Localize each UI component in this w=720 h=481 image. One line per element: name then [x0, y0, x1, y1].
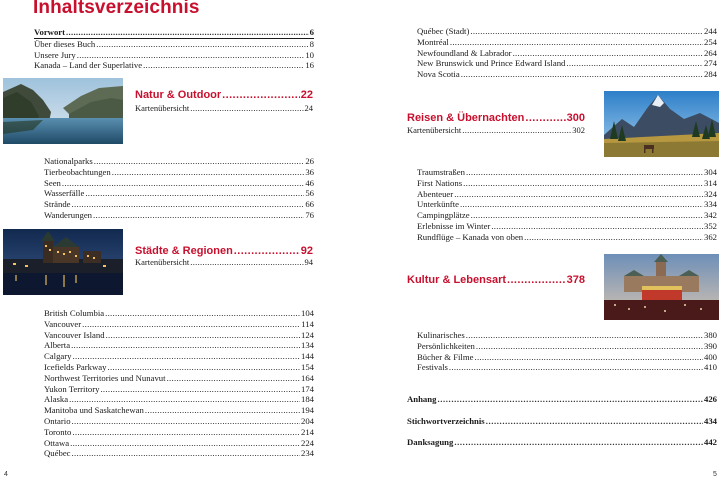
parliament-concert-photo: [604, 254, 719, 320]
toc-entry-page: 36: [305, 166, 314, 177]
toc-entry-label: Persönlichkeiten: [417, 340, 475, 351]
toc-entry-label: Newfoundland & Labrador: [417, 47, 512, 58]
toc-entry-label: Danksagung: [407, 437, 454, 447]
toc-entry-label: Alaska: [44, 394, 69, 405]
toc-entry-label: Strände: [44, 199, 71, 210]
toc-entry-page: 214: [300, 426, 314, 437]
toc-entry-label: First Nations: [417, 177, 463, 188]
rocky-mountain-photo: [604, 91, 719, 157]
toc-entry[interactable]: [417, 210, 717, 221]
chapter-title: Kultur & Lebensart: [407, 274, 507, 286]
toc-entry-label: Wasserfälle: [44, 188, 85, 199]
toc-entry-label: British Columbia: [44, 308, 105, 318]
chapter-title: Natur & Outdoor: [135, 89, 222, 101]
chapter-heading-natur[interactable]: [135, 89, 313, 101]
toc-entry[interactable]: [417, 362, 717, 373]
sub-page: 302: [572, 125, 585, 135]
chapter-title: Städte & Regionen: [135, 245, 233, 257]
toc-entry-page: 324: [703, 188, 717, 199]
toc-entry-page: 426: [703, 394, 717, 404]
toc-entry-page: 264: [703, 47, 717, 58]
toc-entry[interactable]: [417, 352, 717, 363]
toc-entry[interactable]: [44, 330, 314, 341]
toc-entry-label: Tierbeobachtungen: [44, 166, 111, 177]
toc-entry[interactable]: [44, 405, 314, 416]
chapter-title: Reisen & Übernachten: [407, 112, 525, 124]
toc-entry-page: 194: [300, 405, 314, 416]
toc-entry-stichwortverzeichnis[interactable]: [407, 411, 717, 433]
toc-staedte-list: [44, 308, 314, 459]
toc-entry-label: Unsere Jury: [34, 49, 76, 60]
toc-entry-page: 434: [703, 415, 717, 426]
page-number-right: 5: [713, 471, 717, 478]
toc-entry-page: 442: [703, 437, 717, 447]
toc-entry[interactable]: [44, 384, 314, 395]
toc-entry[interactable]: [44, 340, 314, 351]
toc-entry[interactable]: [417, 199, 717, 210]
toc-backmatter-list: [407, 389, 717, 454]
toc-entry-page: 134: [300, 340, 314, 351]
toc-entry[interactable]: [417, 341, 717, 352]
sub-page: 24: [304, 103, 313, 113]
chapter-page: 378: [566, 274, 585, 286]
toc-natur-list: [44, 156, 314, 221]
toc-entry-label: Traumstraßen: [417, 167, 465, 177]
toc-entry-label: Vancouver: [44, 318, 82, 329]
toc-entry[interactable]: [44, 438, 314, 449]
sub-page: 94: [304, 257, 313, 267]
toc-kultur-list: [417, 330, 717, 373]
toc-entry-label: Seen: [44, 177, 61, 188]
toc-entry-label: Nationalparks: [44, 156, 93, 166]
map-overview-entry[interactable]: [407, 125, 585, 135]
toc-entry-page: 314: [703, 177, 717, 188]
toc-entry-page: 26: [305, 156, 314, 166]
toc-entry-page: 224: [300, 437, 314, 448]
map-overview-entry[interactable]: [135, 257, 313, 267]
toc-entry-page: 76: [305, 209, 314, 220]
toc-entry[interactable]: [44, 416, 314, 427]
toc-entry-page: 10: [305, 49, 314, 60]
toc-entry-label: Kulinarisches: [417, 330, 465, 340]
toc-entry[interactable]: [417, 58, 717, 69]
chapter-heading-reisen[interactable]: [407, 112, 585, 124]
toc-entry-label: Erlebnisse im Winter: [417, 220, 491, 231]
toc-entry[interactable]: [417, 48, 717, 59]
sub-label: Kartenübersicht: [135, 257, 190, 267]
toc-entry[interactable]: [34, 38, 314, 50]
right-page: [360, 0, 720, 481]
toc-entry-page: 104: [300, 308, 314, 318]
toc-entry-page: 204: [300, 415, 314, 426]
toc-entry-page: 154: [300, 361, 314, 372]
toc-entry[interactable]: [34, 50, 314, 61]
toc-reisen-list: [417, 167, 717, 243]
toc-entry-page: 56: [305, 188, 314, 199]
toc-entry[interactable]: [417, 232, 717, 243]
toc-entry[interactable]: [44, 178, 314, 189]
toc-entry-label: Icefields Parkway: [44, 361, 107, 372]
toc-entry[interactable]: [417, 37, 717, 48]
page-title: Inhaltsverzeichnis: [33, 0, 200, 18]
map-overview-entry[interactable]: [135, 103, 313, 113]
chapter-page: 92: [300, 245, 313, 257]
toc-entry[interactable]: [417, 69, 717, 80]
toc-entry-label: Über dieses Buch: [34, 38, 96, 49]
toc-entry-label: Québec: [44, 448, 71, 459]
toc-entry-label: Yukon Territory: [44, 383, 100, 394]
toc-entry[interactable]: [44, 199, 314, 210]
sub-label: Kartenübersicht: [135, 103, 190, 113]
toc-entry[interactable]: [44, 448, 314, 459]
toc-entry-label: Rundflüge – Kanada von oben: [417, 231, 524, 242]
toc-entry[interactable]: [417, 26, 717, 37]
toc-entry-page: 380: [703, 330, 717, 340]
toc-entry-page: 8: [309, 38, 314, 49]
toc-entry[interactable]: [417, 167, 717, 178]
chapter-page: 22: [300, 89, 313, 101]
chapter-heading-kultur[interactable]: [407, 274, 585, 286]
toc-entry-page: 400: [703, 351, 717, 362]
toc-entry[interactable]: [44, 394, 314, 405]
toc-entry-page: 304: [703, 167, 717, 177]
toc-intro-list: [34, 27, 314, 71]
toc-entry-label: Ontario: [44, 415, 71, 426]
toc-entry[interactable]: [44, 210, 314, 221]
toc-entry-label: Bücher & Filme: [417, 351, 474, 362]
toc-entry[interactable]: [417, 330, 717, 341]
toc-entry-label: New Brunswick und Prince Edward Island: [417, 58, 566, 69]
page-number-left: 4: [4, 471, 8, 478]
toc-entry[interactable]: [44, 427, 314, 438]
fjord-photo: [3, 78, 123, 144]
toc-entry-label: Wanderungen: [44, 209, 93, 220]
toc-entry-label: Anhang: [407, 394, 437, 404]
toc-entry-label: Northwest Territories und Nunavut: [44, 372, 166, 383]
toc-entry-label: Ottawa: [44, 437, 70, 448]
toc-entry[interactable]: [44, 319, 314, 330]
toc-entry-page: 66: [305, 199, 314, 210]
toc-entry-anhang[interactable]: [407, 389, 717, 411]
toc-entry-page: 362: [703, 231, 717, 242]
toc-entry-page: 234: [300, 448, 314, 459]
toc-entry-label: Campingplätze: [417, 210, 470, 221]
toc-entry-page: 6: [309, 27, 314, 37]
toc-entry-page: 352: [703, 220, 717, 231]
toc-entry[interactable]: [417, 221, 717, 232]
chapter-page: 300: [566, 112, 585, 124]
toc-entry[interactable]: [44, 308, 314, 319]
chapter-heading-staedte[interactable]: [135, 245, 313, 257]
toc-entry-label: Québec (Stadt): [417, 26, 470, 36]
toc-entry-label: Unterkünfte: [417, 199, 459, 210]
toc-entry-page: 244: [703, 26, 717, 36]
toc-entry-label: Vorwort: [34, 27, 66, 37]
toc-entry[interactable]: [417, 189, 717, 200]
toc-entry[interactable]: [44, 167, 314, 178]
toc-entry-label: Nova Scotia: [417, 69, 460, 80]
toc-entry[interactable]: [417, 178, 717, 189]
toc-entry-page: 144: [300, 351, 314, 362]
quebec-city-night-photo: [3, 229, 123, 295]
toc-entry-page: 254: [703, 36, 717, 47]
toc-entry-page: 46: [305, 177, 314, 188]
toc-entry-page: 410: [703, 362, 717, 373]
toc-entry-page: 342: [703, 210, 717, 221]
toc-entry-label: Kanada – Land der Superlative: [34, 60, 143, 71]
toc-entry-label: Manitoba und Saskatchewan: [44, 405, 144, 416]
toc-entry-label: Montréal: [417, 36, 449, 47]
toc-entry-label: Festivals: [417, 362, 448, 373]
toc-entry-page: 174: [300, 383, 314, 394]
toc-entry[interactable]: [44, 351, 314, 362]
toc-entry-label: Calgary: [44, 351, 72, 362]
toc-entry-danksagung[interactable]: [407, 432, 717, 454]
toc-entry[interactable]: [44, 156, 314, 167]
toc-entry-page: 16: [305, 60, 314, 71]
toc-entry-label: Abenteuer: [417, 188, 454, 199]
toc-entry-label: Toronto: [44, 426, 72, 437]
toc-entry-label: Alberta: [44, 340, 71, 351]
sub-label: Kartenübersicht: [407, 125, 462, 135]
toc-entry-page: 114: [301, 318, 314, 329]
toc-entry-label: Vancouver Island: [44, 329, 105, 340]
toc-entry-page: 164: [300, 372, 314, 383]
toc-entry[interactable]: [44, 373, 314, 384]
toc-entry-page: 334: [703, 199, 717, 210]
toc-entry-label: Stichwortverzeichnis: [407, 415, 485, 426]
toc-entry-page: 124: [300, 329, 314, 340]
toc-entry[interactable]: [44, 188, 314, 199]
toc-entry-vorwort[interactable]: [34, 27, 314, 38]
toc-entry-page: 390: [703, 340, 717, 351]
toc-entry-page: 284: [703, 69, 717, 80]
toc-entry-page: 184: [300, 394, 314, 405]
toc-entry[interactable]: [34, 60, 314, 71]
toc-entry[interactable]: [44, 362, 314, 373]
toc-continued-list: [417, 26, 717, 80]
toc-entry-page: 274: [703, 58, 717, 69]
